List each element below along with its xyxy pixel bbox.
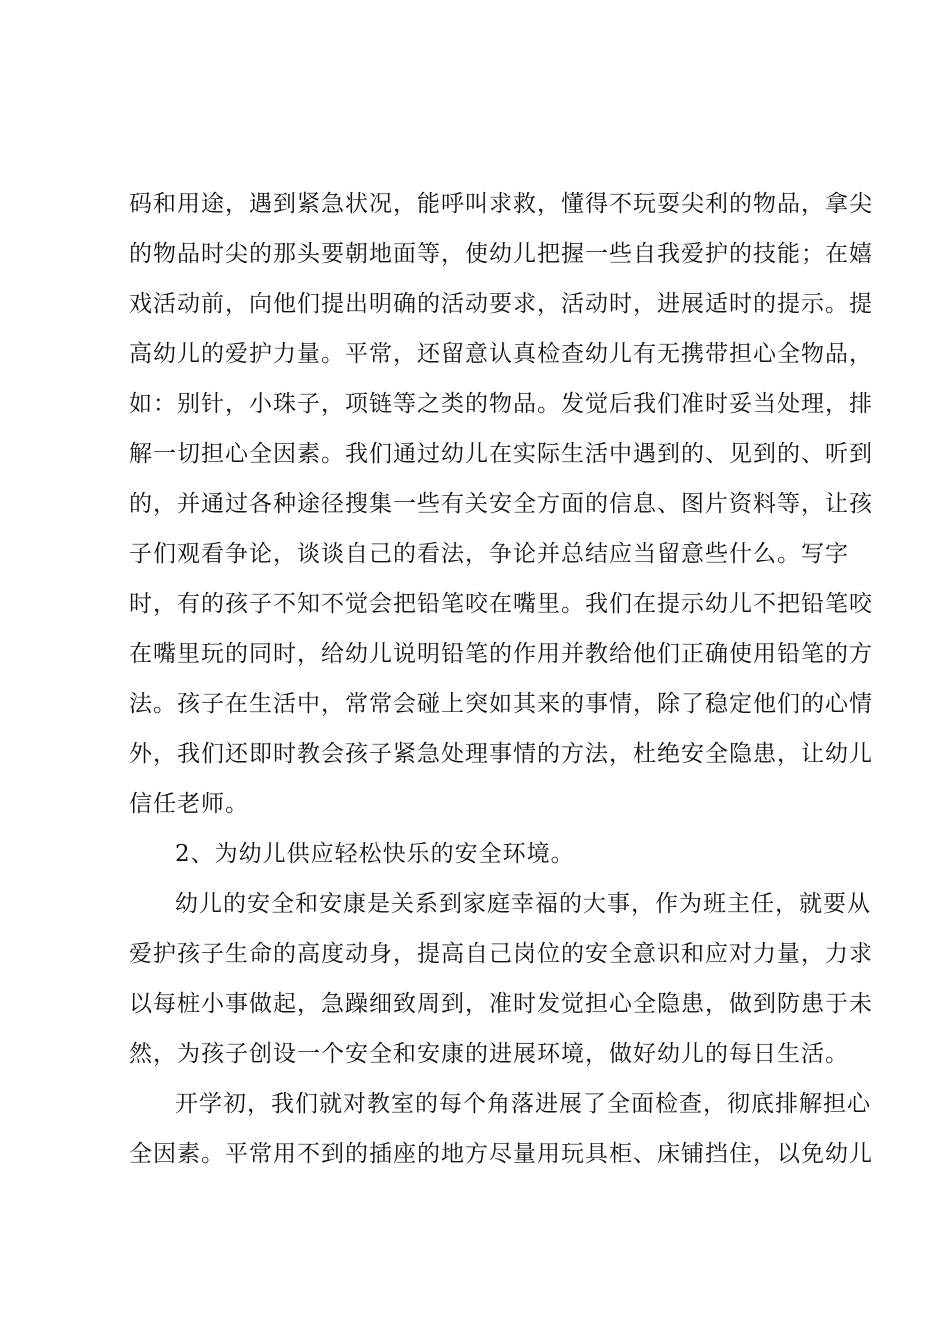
text-line: 的物品时尖的那头要朝地面等，使幼儿把握一些自我爱护的技能；在嬉 [129, 241, 873, 267]
text-line: 信任老师。 [129, 791, 249, 817]
paragraph-classroom-check [129, 1079, 873, 1179]
text-line: 在嘴里玩的同时，给幼儿说明铅笔的作用并教给他们正确使用铅笔的方 [129, 641, 873, 667]
text-line: 然，为孩子创设一个安全和安康的进展环境，做好幼儿的每日生活。 [129, 1041, 849, 1067]
text-line: 解一切担心全因素。我们通过幼儿在实际生活中遇到的、见到的、听到 [129, 441, 873, 467]
text-line: 高幼儿的爱护力量。平常，还留意认真检查幼儿有无携带担心全物品， [129, 341, 873, 367]
text-line: 全因素。平常用不到的插座的地方尽量用玩具柜、床铺挡住，以免幼儿 [129, 1141, 873, 1167]
text-line: 的，并通过各种途径搜集一些有关安全方面的信息、图片资料等，让孩 [129, 491, 873, 517]
text-line: 戏活动前，向他们提出明确的活动要求，活动时，进展适时的提示。提 [129, 291, 873, 317]
paragraph-safe-environment [129, 879, 873, 1079]
text-line: 幼儿的安全和安康是关系到家庭幸福的大事，作为班主任，就要从 [175, 891, 871, 917]
text-line: 子们观看争论，谈谈自己的看法，争论并总结应当留意些什么。写字 [129, 541, 849, 567]
text-line: 开学初，我们就对教室的每个角落进展了全面检查，彻底排解担心 [175, 1091, 871, 1117]
text-line: 以每桩小事做起，急躁细致周到，准时发觉担心全隐患，做到防患于未 [129, 991, 873, 1017]
paragraph-safety-education [129, 179, 873, 829]
text-line: 爱护孩子生命的高度动身，提高自己岗位的安全意识和应对力量，力求 [129, 941, 873, 967]
heading-text: 2、为幼儿供应轻松快乐的安全环境。 [175, 841, 575, 867]
section-heading [129, 829, 829, 879]
text-line: 法。孩子在生活中，常常会碰上突如其来的事情，除了稳定他们的心情 [129, 691, 873, 717]
text-line: 外，我们还即时教会孩子紧急处理事情的方法，杜绝安全隐患，让幼儿 [129, 741, 873, 767]
text-line: 如：别针，小珠子，项链等之类的物品。发觉后我们准时妥当处理，排 [129, 391, 873, 417]
text-line: 时，有的孩子不知不觉会把铅笔咬在嘴里。我们在提示幼儿不把铅笔咬 [129, 591, 873, 617]
text-line: 码和用途，遇到紧急状况，能呼叫求救，懂得不玩耍尖利的物品，拿尖 [129, 191, 873, 217]
